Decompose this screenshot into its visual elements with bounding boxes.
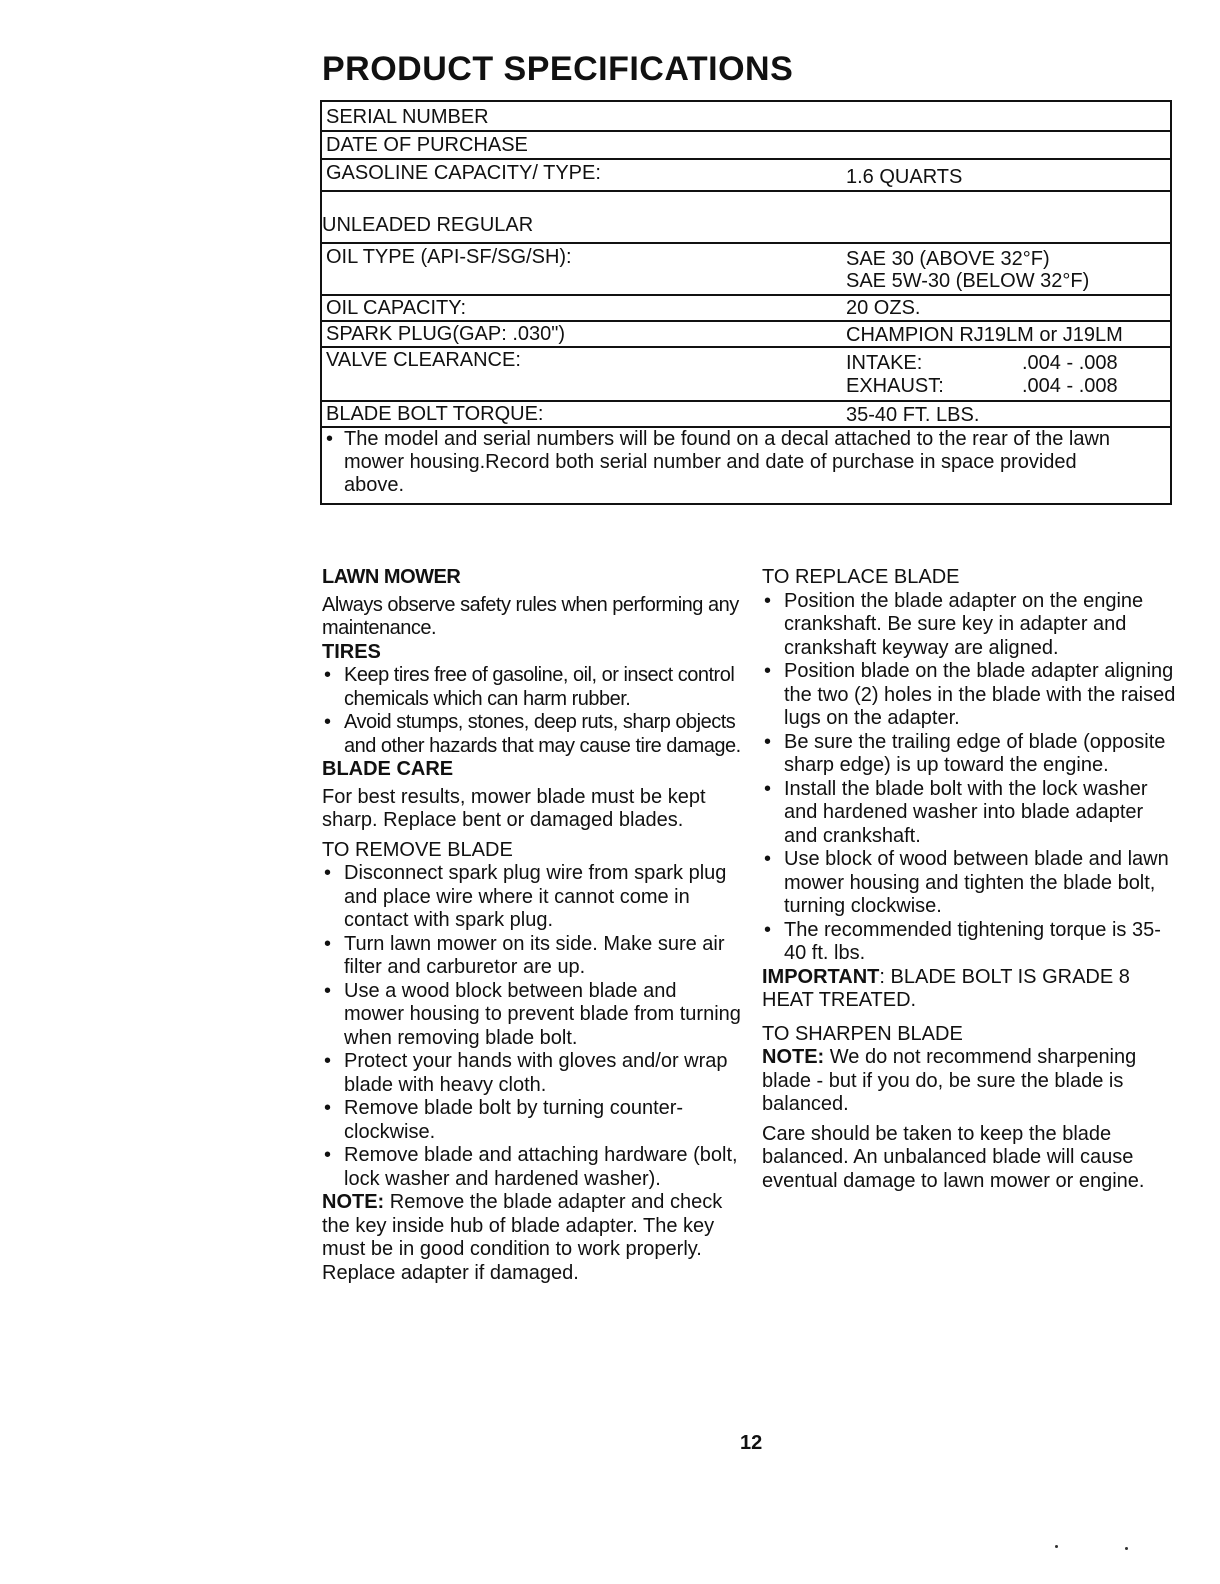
important-note bbox=[762, 966, 1182, 1013]
scan-speck bbox=[1125, 1547, 1128, 1550]
sharpen-note bbox=[762, 1046, 1182, 1117]
replace-blade-list bbox=[762, 590, 1182, 966]
spec-value: 20 OZS. bbox=[846, 297, 921, 319]
list-item: • Remove blade and attaching hardware (bolt, lock washer and hardened washer). bbox=[322, 1144, 742, 1191]
spec-value: INTAKE: bbox=[846, 352, 923, 374]
remove-blade-list bbox=[322, 862, 742, 1191]
spec-value: 35-40 FT. LBS. bbox=[846, 404, 980, 426]
remove-blade-heading: TO REMOVE BLADE bbox=[322, 838, 513, 861]
list-item: • Use a wood block between blade and mower housing to prevent blade from turning when removing blade bolt. bbox=[322, 980, 742, 1051]
spec-label: VALVE CLEARANCE: bbox=[326, 349, 521, 371]
spec-label: DATE OF PURCHASE bbox=[326, 134, 528, 156]
note-label: NOTE: bbox=[762, 1046, 825, 1068]
list-item: • Protect your hands with gloves and/or wrap blade with heavy cloth. bbox=[322, 1050, 742, 1097]
spec-value: SAE 30 (ABOVE 32°F) bbox=[846, 248, 1050, 270]
lawn-mower-text: Always observe safety rules when performing any maintenance. bbox=[322, 593, 739, 639]
spec-label: SPARK PLUG(GAP: .030") bbox=[326, 323, 566, 345]
spec-row-spark-plug bbox=[322, 322, 1170, 348]
spec-label: SERIAL NUMBER bbox=[326, 106, 489, 128]
spec-label: UNLEADED REGULAR bbox=[322, 214, 534, 236]
spec-label: BLADE BOLT TORQUE: bbox=[326, 403, 544, 425]
right-column bbox=[762, 566, 1182, 1193]
blade-care-text: For best results, mower blade must be kept sharp. Replace bent or damaged blades. bbox=[322, 785, 706, 831]
spec-label: OIL TYPE (API-SF/SG/SH): bbox=[326, 246, 572, 268]
spec-row-date bbox=[322, 132, 1170, 160]
list-item: • Position the blade adapter on the engine crankshaft. Be sure key in adapter and crankshaft keyway are aligned. bbox=[762, 590, 1182, 661]
tires-list bbox=[322, 664, 742, 758]
list-item: • Disconnect spark plug wire from spark plug and place wire where it cannot come in contact with spark plug. bbox=[322, 862, 742, 933]
spec-label: GASOLINE CAPACITY/ TYPE: bbox=[326, 162, 601, 184]
spec-row-oil-type bbox=[322, 244, 1170, 296]
important-label: IMPORTANT bbox=[762, 965, 880, 988]
remove-note bbox=[322, 1191, 742, 1285]
spec-value: CHAMPION RJ19LM or J19LM bbox=[846, 324, 1123, 346]
spec-note-text: The model and serial numbers will be found on a decal attached to the rear of the lawn mower housing.Record both serial number and date of purchase in space provided above. bbox=[344, 428, 1111, 496]
sharpen-text: Care should be taken to keep the blade balanced. An unbalanced blade will cause eventual damage to lawn mower or engine. bbox=[762, 1122, 1145, 1192]
important-text: : BLADE BOLT IS GRADE 8 HEAT TREATED. bbox=[762, 965, 1130, 1011]
scan-speck bbox=[1055, 1545, 1058, 1548]
sharpen-blade-heading: TO SHARPEN BLADE bbox=[762, 1022, 963, 1045]
blade-care-heading: BLADE CARE bbox=[322, 758, 454, 780]
spec-value: .004 - .008 bbox=[1022, 352, 1118, 374]
spec-label: OIL CAPACITY: bbox=[326, 297, 467, 319]
spec-row-bolt-torque bbox=[322, 402, 1170, 428]
spec-value: .004 - .008 bbox=[1022, 375, 1118, 397]
spec-value: SAE 5W-30 (BELOW 32°F) bbox=[846, 270, 1090, 292]
list-item: • Keep tires free of gasoline, oil, or insect control chemicals which can harm rubber. bbox=[322, 664, 742, 711]
spec-row-valve bbox=[322, 348, 1170, 402]
list-item: • The recommended tightening torque is 35-40 ft. lbs. bbox=[762, 919, 1182, 966]
page-title: PRODUCT SPECIFICATIONS bbox=[322, 50, 794, 88]
page-number: 12 bbox=[740, 1432, 763, 1454]
note-text: We do not recommend sharpening blade - but if you do, be sure the blade is balanced. bbox=[762, 1046, 1137, 1115]
list-item: • Turn lawn mower on its side. Make sure air filter and carburetor are up. bbox=[322, 933, 742, 980]
list-item: • Remove blade bolt by turning counter-clockwise. bbox=[322, 1097, 742, 1144]
list-item: • Be sure the trailing edge of blade (opposite sharp edge) is up toward the engine. bbox=[762, 731, 1182, 778]
note-label: NOTE: bbox=[322, 1191, 385, 1213]
spec-table bbox=[320, 100, 1172, 505]
bullet-icon: • bbox=[326, 428, 334, 450]
spec-row-oil-capacity bbox=[322, 296, 1170, 322]
spec-value: 1.6 QUARTS bbox=[846, 166, 963, 188]
spec-row-gas-type bbox=[322, 192, 1170, 244]
replace-blade-heading: TO REPLACE BLADE bbox=[762, 566, 960, 588]
spec-value: EXHAUST: bbox=[846, 375, 944, 397]
list-item: • Position blade on the blade adapter aligning the two (2) holes in the blade with the raised lugs on the adapter. bbox=[762, 660, 1182, 731]
lawn-mower-heading: LAWN MOWER bbox=[322, 566, 461, 588]
spec-row-gas bbox=[322, 160, 1170, 192]
left-column bbox=[322, 566, 742, 1285]
spec-row-serial bbox=[322, 102, 1170, 132]
list-item: • Install the blade bolt with the lock washer and hardened washer into blade adapter and crankshaft. bbox=[762, 778, 1182, 849]
list-item: • Use block of wood between blade and lawn mower housing and tighten the blade bolt, turning clockwise. bbox=[762, 848, 1182, 919]
list-item: • Avoid stumps, stones, deep ruts, sharp objects and other hazards that may cause tire damage. bbox=[322, 711, 742, 758]
note-text: Remove the blade adapter and check the key inside hub of blade adapter. The key must be in good condition to work properly. Replace adapter if damaged. bbox=[322, 1191, 723, 1284]
tires-heading: TIRES bbox=[322, 640, 381, 663]
